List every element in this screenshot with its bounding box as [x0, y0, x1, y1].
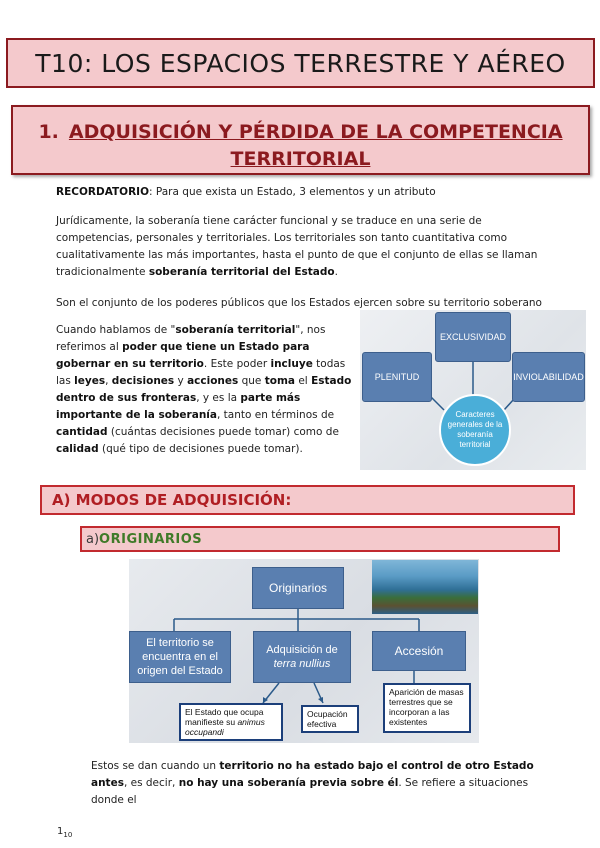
subsection-a-label: a) — [86, 531, 100, 547]
bold-term: soberanía territorial del Estado — [148, 266, 335, 278]
section-1-title: ADQUISICIÓN Y PÉRDIDA DE LA COMPETENCIA TERRITORIAL — [68, 121, 563, 170]
definition-paragraph: Son el conjunto de los poderes públicos que los Estados ejercen sobre su territorio soberano — [56, 297, 542, 309]
section-a-heading — [40, 485, 575, 515]
ocupacion-efectiva-note: Ocupación efectiva — [301, 705, 359, 733]
originarios-explanation: Estos se dan cuando un territorio no ha estado bajo el control de otro Estado antes, es decir, no hay una soberanía previa sobre él. Se refiere a situaciones donde el — [91, 760, 534, 806]
accesion-box: Accesión — [372, 631, 466, 671]
sovereignty-characteristics-diagram — [360, 310, 586, 470]
page-number: $1_{10}$ — [57, 826, 73, 839]
recordatorio-label: RECORDATORIO — [56, 186, 150, 198]
territorio-origen-box: El territorio se encuentra en el origen del Estado — [129, 631, 231, 683]
animus-occupandi-note: El Estado que ocupa manifieste su animus occupandi — [179, 703, 283, 741]
recordatorio-paragraph — [56, 184, 556, 201]
document-title-box — [6, 38, 595, 88]
subsection-a-heading — [80, 526, 560, 552]
recordatorio-text: : Para que exista un Estado, 3 elementos y un atributo — [149, 186, 436, 198]
subsection-a-title: ORIGINARIOS — [99, 531, 203, 547]
originarios-diagram — [129, 559, 479, 743]
terra-nullius-box: Adquisición de terra nullius — [253, 631, 351, 683]
territorial-sovereignty-paragraph: Cuando hablamos de "soberanía territorial", nos referimos al poder que tiene un Estado para gobernar en su territorio. Este poder incluye todas las leyes, decisiones y acciones que toma el Estado dentro de sus fronteras, y es la parte más importante de la soberanía, tanto en términos de cantidad (cuántas decisiones puede tomar) como de calidad (qué tipo de decisiones puede tomar). — [56, 324, 352, 455]
section-a-title: A) MODOS DE ADQUISICIÓN: — [52, 491, 292, 509]
originarios-box: Originarios — [252, 567, 344, 609]
plenitud-box: PLENITUD — [362, 352, 432, 402]
caracteres-center-circle: Caracteres generales de la soberanía territorial — [439, 394, 511, 466]
document-title: T10: LOS ESPACIOS TERRESTRE Y AÉREO — [35, 48, 566, 78]
sovereignty-paragraph: Jurídicamente, la soberanía tiene carácter funcional y se traduce en una serie de competencias, personales y territoriales. Los territoriales son tanto cuantitativa como cualitativamente las más importantes, hasta el punto de que el conjunto de ellas se llaman tradicionalmente soberanía territorial del Estado. — [56, 215, 538, 278]
aparicion-masas-note: Aparición de masas terrestres que se incorporan a las existentes — [383, 683, 471, 733]
inviolabilidad-box: INVIOLABILIDAD — [512, 352, 585, 402]
exclusividad-box: EXCLUSIVIDAD — [435, 312, 511, 362]
section-1-heading — [11, 105, 590, 175]
section-1-number: 1. — [38, 121, 59, 143]
